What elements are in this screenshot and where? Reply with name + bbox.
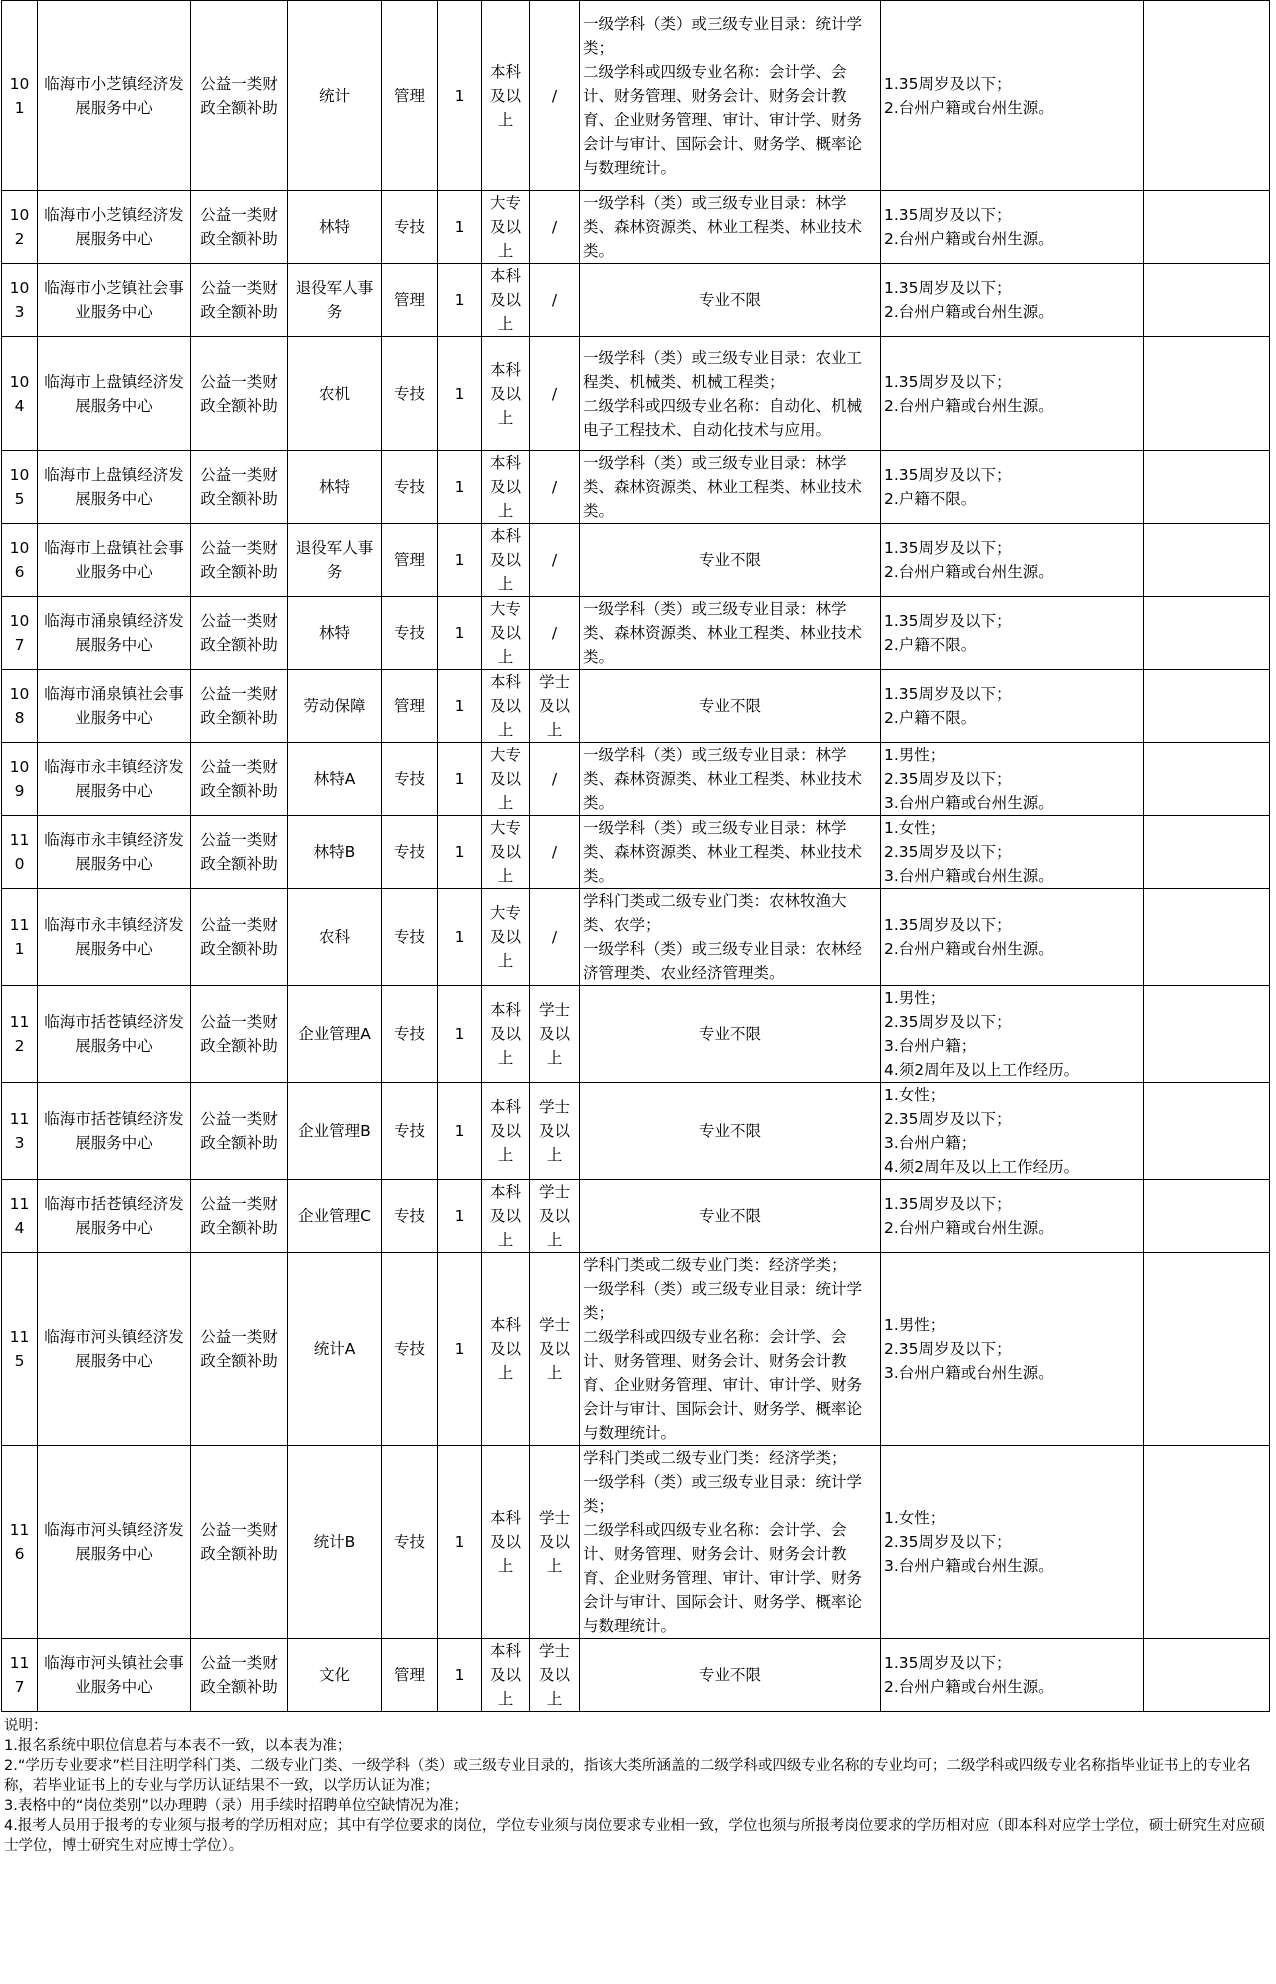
cell-degree: 学士及以上 <box>530 1446 580 1639</box>
cell-other: 1.35周岁及以下； 2.台州户籍或台州生源。 <box>881 1639 1144 1712</box>
cell-education: 大专及以上 <box>482 889 530 986</box>
cell-category: 管理 <box>382 1639 438 1712</box>
cell-unit-type: 公益一类财政全额补助 <box>191 670 288 743</box>
cell-education: 本科及以上 <box>482 1180 530 1253</box>
cell-number: 101 <box>2 1 38 191</box>
cell-remark <box>1144 1 1270 191</box>
cell-remark <box>1144 1446 1270 1639</box>
cell-number: 102 <box>2 191 38 264</box>
cell-number: 110 <box>2 816 38 889</box>
table-row <box>2 816 1270 889</box>
cell-post: 企业管理C <box>288 1180 382 1253</box>
cell-unit: 临海市括苍镇经济发展服务中心 <box>38 1180 191 1253</box>
cell-degree: / <box>530 816 580 889</box>
cell-number: 105 <box>2 451 38 524</box>
table-body <box>2 1 1270 1712</box>
cell-degree: 学士及以上 <box>530 986 580 1083</box>
cell-count: 1 <box>438 451 482 524</box>
cell-degree: 学士及以上 <box>530 1253 580 1446</box>
table-row <box>2 337 1270 451</box>
cell-remark <box>1144 337 1270 451</box>
cell-post: 统计A <box>288 1253 382 1446</box>
cell-post: 统计B <box>288 1446 382 1639</box>
cell-number: 111 <box>2 889 38 986</box>
cell-count: 1 <box>438 743 482 816</box>
cell-education: 本科及以上 <box>482 337 530 451</box>
cell-unit-type: 公益一类财政全额补助 <box>191 451 288 524</box>
cell-unit: 临海市上盘镇经济发展服务中心 <box>38 337 191 451</box>
cell-education: 大专及以上 <box>482 191 530 264</box>
cell-post: 林特 <box>288 597 382 670</box>
cell-category: 专技 <box>382 1446 438 1639</box>
cell-unit: 临海市河头镇社会事业服务中心 <box>38 1639 191 1712</box>
cell-education: 本科及以上 <box>482 1446 530 1639</box>
cell-remark <box>1144 986 1270 1083</box>
cell-number: 117 <box>2 1639 38 1712</box>
table-row <box>2 986 1270 1083</box>
cell-number: 106 <box>2 524 38 597</box>
cell-degree: 学士及以上 <box>530 1180 580 1253</box>
cell-category: 专技 <box>382 1180 438 1253</box>
cell-count: 1 <box>438 1639 482 1712</box>
cell-unit-type: 公益一类财政全额补助 <box>191 1639 288 1712</box>
cell-count: 1 <box>438 597 482 670</box>
cell-degree: / <box>530 743 580 816</box>
cell-post: 退役军人事务 <box>288 524 382 597</box>
cell-degree: 学士及以上 <box>530 670 580 743</box>
table-row <box>2 1446 1270 1639</box>
note-item: 1.报名系统中职位信息若与本表不一致，以本表为准； <box>4 1738 352 1754</box>
cell-unit: 临海市括苍镇经济发展服务中心 <box>38 986 191 1083</box>
cell-education: 大专及以上 <box>482 597 530 670</box>
cell-education: 本科及以上 <box>482 670 530 743</box>
cell-remark <box>1144 1180 1270 1253</box>
cell-other: 1.35周岁及以下； 2.台州户籍或台州生源。 <box>881 889 1144 986</box>
cell-count: 1 <box>438 1083 482 1180</box>
cell-unit-type: 公益一类财政全额补助 <box>191 264 288 337</box>
cell-category: 专技 <box>382 986 438 1083</box>
cell-category: 管理 <box>382 524 438 597</box>
table-row <box>2 597 1270 670</box>
cell-count: 1 <box>438 524 482 597</box>
cell-other: 1.35周岁及以下； 2.台州户籍或台州生源。 <box>881 1180 1144 1253</box>
cell-unit: 临海市河头镇经济发展服务中心 <box>38 1253 191 1446</box>
cell-major: 一级学科（类）或三级专业目录：农业工程类、机械类、机械工程类； 二级学科或四级专业名称：自动化、机械电子工程技术、自动化技术与应用。 <box>580 337 881 451</box>
cell-degree: 学士及以上 <box>530 1639 580 1712</box>
cell-count: 1 <box>438 264 482 337</box>
cell-remark <box>1144 743 1270 816</box>
cell-remark <box>1144 524 1270 597</box>
note-item: 2.“学历专业要求”栏目注明学科门类、二级专业门类、一级学科（类）或三级专业目录的，指该大类所涵盖的二级学科或四级专业名称的专业均可；二级学科或四级专业名称指毕业证书上的专业名称，若毕业证书上的专业与学历认证结果不一致，以学历认证为准； <box>4 1758 1251 1794</box>
cell-unit-type: 公益一类财政全额补助 <box>191 1180 288 1253</box>
cell-number: 114 <box>2 1180 38 1253</box>
cell-degree: / <box>530 264 580 337</box>
cell-major: 专业不限 <box>580 1083 881 1180</box>
cell-unit-type: 公益一类财政全额补助 <box>191 1446 288 1639</box>
cell-count: 1 <box>438 191 482 264</box>
cell-unit: 临海市永丰镇经济发展服务中心 <box>38 889 191 986</box>
cell-unit: 临海市永丰镇经济发展服务中心 <box>38 743 191 816</box>
cell-other: 1.35周岁及以下； 2.户籍不限。 <box>881 597 1144 670</box>
cell-number: 103 <box>2 264 38 337</box>
cell-education: 本科及以上 <box>482 1639 530 1712</box>
cell-unit: 临海市涌泉镇社会事业服务中心 <box>38 670 191 743</box>
cell-education: 本科及以上 <box>482 451 530 524</box>
cell-post: 企业管理B <box>288 1083 382 1180</box>
cell-major: 学科门类或二级专业门类：经济学类； 一级学科（类）或三级专业目录：统计学类； 二级学科或四级专业名称：会计学、会计、财务管理、财务会计、财务会计教育、企业财务管理、审计、审计学、财务会计与审计、国际会计、财务学、概率论与数理统计。 <box>580 1253 881 1446</box>
cell-unit: 临海市小芝镇经济发展服务中心 <box>38 191 191 264</box>
table-row <box>2 1253 1270 1446</box>
cell-unit-type: 公益一类财政全额补助 <box>191 1083 288 1180</box>
cell-unit-type: 公益一类财政全额补助 <box>191 1253 288 1446</box>
cell-other: 1.35周岁及以下； 2.户籍不限。 <box>881 670 1144 743</box>
cell-post: 农机 <box>288 337 382 451</box>
cell-other: 1.男性； 2.35周岁及以下； 3.台州户籍； 4.须2周年及以上工作经历。 <box>881 986 1144 1083</box>
cell-number: 109 <box>2 743 38 816</box>
cell-count: 1 <box>438 1446 482 1639</box>
cell-count: 1 <box>438 1 482 191</box>
cell-post: 文化 <box>288 1639 382 1712</box>
cell-category: 专技 <box>382 816 438 889</box>
table-row <box>2 743 1270 816</box>
cell-unit: 临海市上盘镇社会事业服务中心 <box>38 524 191 597</box>
table-row <box>2 1 1270 191</box>
cell-category: 管理 <box>382 670 438 743</box>
cell-unit: 临海市上盘镇经济发展服务中心 <box>38 451 191 524</box>
table-row <box>2 451 1270 524</box>
note-item: 4.报考人员用于报考的专业须与报考的学历相对应；其中有学位要求的岗位，学位专业须与岗位要求专业相一致，学位也须与所报考岗位要求的学历相对应（即本科对应学士学位，硕士研究生对应硕士学位，博士研究生对应博士学位）。 <box>4 1818 1265 1854</box>
cell-major: 一级学科（类）或三级专业目录：统计学类； 二级学科或四级专业名称：会计学、会计、财务管理、财务会计、财务会计教育、企业财务管理、审计、审计学、财务会计与审计、国际会计、财务学、概率论与数理统计。 <box>580 1 881 191</box>
cell-education: 本科及以上 <box>482 1253 530 1446</box>
cell-remark <box>1144 191 1270 264</box>
cell-remark <box>1144 451 1270 524</box>
cell-count: 1 <box>438 670 482 743</box>
cell-degree: 学士及以上 <box>530 1083 580 1180</box>
cell-category: 专技 <box>382 337 438 451</box>
cell-education: 本科及以上 <box>482 524 530 597</box>
cell-other: 1.女性； 2.35周岁及以下； 3.台州户籍或台州生源。 <box>881 1446 1144 1639</box>
cell-remark <box>1144 264 1270 337</box>
cell-number: 107 <box>2 597 38 670</box>
cell-other: 1.女性； 2.35周岁及以下； 3.台州户籍； 4.须2周年及以上工作经历。 <box>881 1083 1144 1180</box>
cell-major: 专业不限 <box>580 1639 881 1712</box>
cell-education: 本科及以上 <box>482 264 530 337</box>
cell-remark <box>1144 670 1270 743</box>
cell-major: 专业不限 <box>580 1180 881 1253</box>
recruitment-table <box>1 0 1270 1712</box>
table-row <box>2 264 1270 337</box>
cell-post: 退役军人事务 <box>288 264 382 337</box>
cell-category: 专技 <box>382 1083 438 1180</box>
table-row <box>2 670 1270 743</box>
cell-number: 115 <box>2 1253 38 1446</box>
cell-category: 专技 <box>382 597 438 670</box>
cell-remark <box>1144 1083 1270 1180</box>
cell-unit: 临海市河头镇经济发展服务中心 <box>38 1446 191 1639</box>
cell-other: 1.男性； 2.35周岁及以下； 3.台州户籍或台州生源。 <box>881 743 1144 816</box>
cell-unit: 临海市涌泉镇经济发展服务中心 <box>38 597 191 670</box>
cell-unit-type: 公益一类财政全额补助 <box>191 889 288 986</box>
cell-education: 大专及以上 <box>482 816 530 889</box>
cell-unit: 临海市小芝镇社会事业服务中心 <box>38 264 191 337</box>
cell-post: 林特 <box>288 451 382 524</box>
cell-major: 一级学科（类）或三级专业目录：林学类、森林资源类、林业工程类、林业技术类。 <box>580 743 881 816</box>
cell-count: 1 <box>438 986 482 1083</box>
cell-major: 一级学科（类）或三级专业目录：林学类、森林资源类、林业工程类、林业技术类。 <box>580 451 881 524</box>
cell-unit-type: 公益一类财政全额补助 <box>191 816 288 889</box>
cell-post: 林特B <box>288 816 382 889</box>
cell-other: 1.35周岁及以下； 2.台州户籍或台州生源。 <box>881 264 1144 337</box>
cell-post: 企业管理A <box>288 986 382 1083</box>
cell-category: 专技 <box>382 889 438 986</box>
cell-remark <box>1144 597 1270 670</box>
cell-post: 林特 <box>288 191 382 264</box>
cell-degree: / <box>530 889 580 986</box>
cell-major: 专业不限 <box>580 264 881 337</box>
cell-count: 1 <box>438 1180 482 1253</box>
cell-education: 本科及以上 <box>482 986 530 1083</box>
cell-count: 1 <box>438 889 482 986</box>
cell-remark <box>1144 1639 1270 1712</box>
cell-degree: / <box>530 451 580 524</box>
cell-post: 农科 <box>288 889 382 986</box>
cell-category: 专技 <box>382 1253 438 1446</box>
cell-degree: / <box>530 524 580 597</box>
cell-unit: 临海市小芝镇经济发展服务中心 <box>38 1 191 191</box>
cell-degree: / <box>530 597 580 670</box>
cell-degree: / <box>530 337 580 451</box>
cell-remark <box>1144 889 1270 986</box>
cell-post: 林特A <box>288 743 382 816</box>
cell-number: 116 <box>2 1446 38 1639</box>
table-row <box>2 889 1270 986</box>
cell-education: 本科及以上 <box>482 1 530 191</box>
table-row <box>2 1180 1270 1253</box>
cell-other: 1.女性； 2.35周岁及以下； 3.台州户籍或台州生源。 <box>881 816 1144 889</box>
cell-remark <box>1144 1253 1270 1446</box>
cell-unit-type: 公益一类财政全额补助 <box>191 337 288 451</box>
cell-major: 一级学科（类）或三级专业目录：林学类、森林资源类、林业工程类、林业技术类。 <box>580 191 881 264</box>
cell-degree: / <box>530 191 580 264</box>
cell-category: 专技 <box>382 451 438 524</box>
cell-number: 112 <box>2 986 38 1083</box>
table-row <box>2 524 1270 597</box>
cell-other: 1.35周岁及以下； 2.台州户籍或台州生源。 <box>881 337 1144 451</box>
cell-category: 管理 <box>382 264 438 337</box>
cell-major: 专业不限 <box>580 986 881 1083</box>
cell-other: 1.35周岁及以下； 2.台州户籍或台州生源。 <box>881 191 1144 264</box>
notes-title: 说明： <box>4 1718 48 1734</box>
cell-major: 一级学科（类）或三级专业目录：林学类、森林资源类、林业工程类、林业技术类。 <box>580 816 881 889</box>
cell-other: 1.35周岁及以下； 2.台州户籍或台州生源。 <box>881 1 1144 191</box>
cell-count: 1 <box>438 816 482 889</box>
cell-major: 一级学科（类）或三级专业目录：林学类、森林资源类、林业工程类、林业技术类。 <box>580 597 881 670</box>
cell-unit: 临海市永丰镇经济发展服务中心 <box>38 816 191 889</box>
cell-major: 专业不限 <box>580 670 881 743</box>
cell-category: 管理 <box>382 1 438 191</box>
cell-category: 专技 <box>382 743 438 816</box>
notes-section <box>0 1712 1276 1856</box>
cell-post: 劳动保障 <box>288 670 382 743</box>
cell-number: 104 <box>2 337 38 451</box>
cell-other: 1.35周岁及以下； 2.户籍不限。 <box>881 451 1144 524</box>
cell-count: 1 <box>438 1253 482 1446</box>
note-item: 3.表格中的“岗位类别”以办理聘（录）用手续时招聘单位空缺情况为准； <box>4 1798 468 1814</box>
cell-unit-type: 公益一类财政全额补助 <box>191 191 288 264</box>
cell-major: 学科门类或二级专业门类：农林牧渔大类、农学； 一级学科（类）或三级专业目录：农林经济管理类、农业经济管理类。 <box>580 889 881 986</box>
cell-remark <box>1144 816 1270 889</box>
cell-category: 专技 <box>382 191 438 264</box>
cell-unit: 临海市括苍镇经济发展服务中心 <box>38 1083 191 1180</box>
cell-degree: / <box>530 1 580 191</box>
cell-unit-type: 公益一类财政全额补助 <box>191 524 288 597</box>
cell-major: 学科门类或二级专业门类：经济学类； 一级学科（类）或三级专业目录：统计学类； 二级学科或四级专业名称：会计学、会计、财务管理、财务会计、财务会计教育、企业财务管理、审计、审计学、财务会计与审计、国际会计、财务学、概率论与数理统计。 <box>580 1446 881 1639</box>
cell-number: 108 <box>2 670 38 743</box>
cell-unit-type: 公益一类财政全额补助 <box>191 1 288 191</box>
cell-unit-type: 公益一类财政全额补助 <box>191 986 288 1083</box>
cell-other: 1.35周岁及以下； 2.台州户籍或台州生源。 <box>881 524 1144 597</box>
cell-education: 大专及以上 <box>482 743 530 816</box>
cell-count: 1 <box>438 337 482 451</box>
cell-unit-type: 公益一类财政全额补助 <box>191 597 288 670</box>
cell-unit-type: 公益一类财政全额补助 <box>191 743 288 816</box>
cell-major: 专业不限 <box>580 524 881 597</box>
cell-education: 本科及以上 <box>482 1083 530 1180</box>
cell-post: 统计 <box>288 1 382 191</box>
table-row <box>2 191 1270 264</box>
cell-other: 1.男性； 2.35周岁及以下； 3.台州户籍或台州生源。 <box>881 1253 1144 1446</box>
table-row <box>2 1083 1270 1180</box>
table-row <box>2 1639 1270 1712</box>
cell-number: 113 <box>2 1083 38 1180</box>
